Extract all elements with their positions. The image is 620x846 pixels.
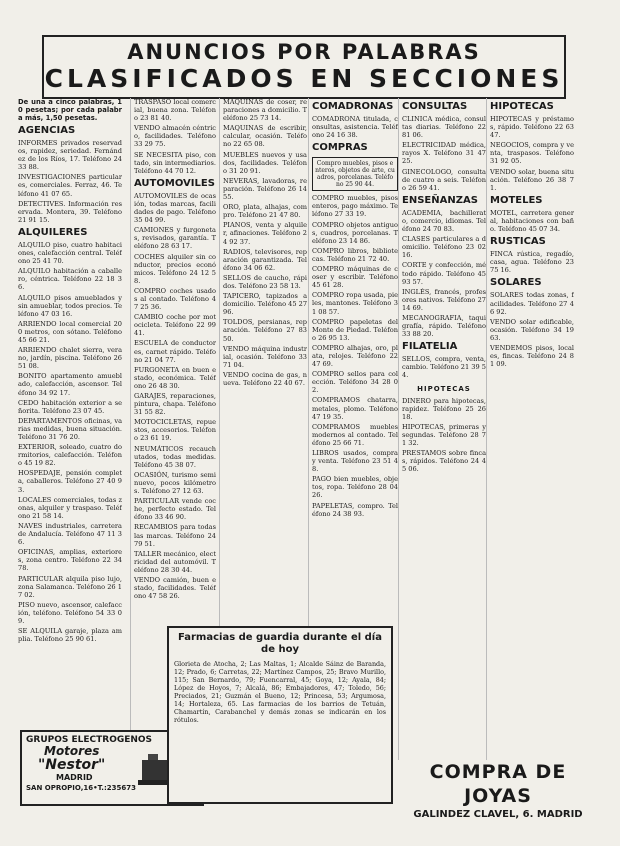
- column-1: [18, 98, 122, 800]
- classified-ad: ACADEMIA, bachillerato, comercio, idiomas. Teléfono 24 70 83.: [402, 208, 486, 234]
- classified-ad: TAPICERO, tapizados a domicilio. Teléfono 45 27 96.: [223, 292, 307, 317]
- classified-ad: HIPOTECAS, primeras y segundas. Teléfono 28 71 32.: [402, 422, 486, 447]
- classified-ad: OCASIÓN, turismo seminuevo, pocos kilómetros. Teléfono 27 12 63.: [134, 470, 216, 496]
- classified-ad: GARAJES, reparaciones, pintura, chapa. Teléfono 31 55 82.: [134, 392, 216, 417]
- classified-ad: ALQUILO piso, cuatro habitaciones, calefacción central. Teléfono 25 41 70.: [18, 240, 122, 266]
- classified-ad: COMPRO coches usados al contado. Teléfono 47 25 36.: [134, 286, 216, 312]
- section-heading: AUTOMOVILES: [134, 177, 215, 189]
- classified-ad: COMPRO sellos para colección. Teléfono 34 28 02.: [312, 370, 398, 395]
- classified-ad: COMPRO muebles, pisos enteros, pago máximo. Teléfono 27 33 19.: [312, 194, 398, 219]
- column-5: [398, 98, 486, 800]
- jewelry-address: GALINDEZ CLAVEL, 6. MADRID: [413, 809, 583, 820]
- section-subheading: HIPOTECAS: [417, 384, 471, 393]
- classified-ad: RECAMBIOS para todas las marcas. Teléfono 24 79 51.: [134, 523, 216, 548]
- classified-ad: HIPOTECAS y préstamos, rápido. Teléfono 22 63 47.: [490, 115, 574, 140]
- classified-ad: PIANOS, venta y alquiler, afinaciones. Teléfono 24 92 37.: [223, 221, 307, 246]
- classified-ad: GINECOLOGO, consulta de cuatro a seis. Teléfono 26 59 41.: [402, 167, 486, 192]
- classified-ad: DEPARTAMENTOS oficinas, varias medidas, buena situación. Teléfono 31 76 20.: [18, 416, 122, 441]
- classified-ad: VENDO almacén céntrico, facilidades. Teléfono 33 29 75.: [134, 124, 216, 149]
- classified-ad: PISO nuevo, ascensor, calefacción, teléfono. Teléfono 54 33 09.: [18, 600, 122, 625]
- grupos-city: MADRID: [56, 773, 93, 782]
- classified-ad: VENDO solar, buena situación. Teléfono 26 38 71.: [490, 167, 574, 192]
- classified-ad: ARRIENDO local comercial 200 metros, con sótano. Teléfono 45 66 21.: [18, 319, 122, 344]
- classified-ad: PRESTAMOS sobre fincas, rápidos. Teléfono 24 45 06.: [402, 449, 486, 474]
- classified-ad: VENDO cocina de gas, nueva. Teléfono 22 40 67.: [223, 370, 307, 387]
- classified-ad: VENDO solar edificable, ocasión. Teléfono 34 19 63.: [490, 317, 574, 342]
- classified-ad: FINCA rústica, regadío, casa, agua. Teléfono 23 75 16.: [490, 250, 574, 275]
- classified-ad: ALQUILO habitación a caballero, céntrica. Teléfono 22 18 36.: [18, 267, 122, 292]
- pharmacies-on-duty-box: [167, 626, 393, 804]
- classified-ad: EXTERIOR, soleado, cuatro dormitorios, calefacción. Teléfono 45 19 82.: [18, 443, 122, 468]
- boxed-advertisement: Compro muebles, pisos enteros, objetos de arte, cuadros, porcelanas. Teléfono 25 90 44.: [312, 157, 398, 191]
- classified-ad: COMPRO objetos antiguos, cuadros, porcelanas. Teléfono 23 14 86.: [312, 220, 398, 245]
- classified-ad: COMADRONA titulada, consultas, asistencia. Teléfono 24 16 38.: [312, 115, 398, 140]
- classified-ad: TRASPASO local comercial, buena zona. Teléfono 23 81 40.: [134, 98, 216, 123]
- classified-ad: ESCUELA de conductores, carnet rápido. Teléfono 21 04 77.: [134, 339, 216, 364]
- pharmacies-list: Glorieta de Atocha, 2; Las Maltas, 1; Alcalde Sáinz de Baranda, 12; Prado, 6; Carretas, 22; Martínez Campos, 25; Bravo Murillo, 115; San Bernardo, 79; Fuencarral, 45; Goya, 12; Ayala, 84; López de Hoyos, 7; Alcalá, 86; Embajadores, 47; Toledo, 56; Preciados, 21; Guzmán el Bueno, 12; Princesa, 53; Argumosa, 14; Hortaleza, 65. Las farmacias de los barrios de Tetuán, Chamartín, Carabanchel y demás zonas se indicarán en los rótulos.: [174, 660, 386, 724]
- classified-ad: MUEBLES nuevos y usados, facilidades. Teléfono 31 20 91.: [223, 150, 307, 175]
- classified-ad: MAQUINAS de escribir, calcular, ocasión. Teléfono 22 65 08.: [223, 124, 307, 149]
- section-heading: SOLARES: [490, 277, 542, 289]
- classified-ad: SOLARES todas zonas, facilidades. Teléfono 27 46 92.: [490, 291, 574, 316]
- classified-ad: NEVERAS, lavadoras, reparación. Teléfono 26 14 55.: [223, 176, 307, 202]
- classified-ad: CLASES particulares a domicilio. Teléfono 23 02 16.: [402, 235, 486, 260]
- classified-ad: OFICINAS, amplias, exteriores, zona centro. Teléfono 22 34 78.: [18, 548, 122, 573]
- section-heading: ALQUILERES: [18, 226, 88, 238]
- classified-ad: CLINICA médica, consultas diarias. Teléfono 22 81 06.: [402, 115, 486, 140]
- classified-ad: CAMIONES y furgonetas, revisados, garantía. Teléfono 28 63 17.: [134, 226, 216, 251]
- classified-ad: PAPELETAS, compro. Teléfono 24 38 93.: [312, 501, 398, 518]
- pharmacies-title: Farmacias de guardia durante el día de hoy: [178, 632, 382, 655]
- grupos-title: GRUPOS ELECTROGENOS: [26, 735, 153, 745]
- column-6: [486, 98, 574, 800]
- classified-ad: NEUMÁTICOS recauchutados, todas medidas. Teléfono 45 38 07.: [134, 444, 216, 469]
- classified-ad: COMPRO ropa usada, pieles, mantones. Teléfono 31 08 57.: [312, 291, 398, 316]
- classified-ad: HOSPEDAJE, pensión completa, caballeros. Teléfono 27 40 93.: [18, 469, 122, 494]
- classified-ad: CEDO habitación exterior a señorita. Teléfono 23 07 45.: [18, 398, 122, 415]
- classified-ad: CORTE y confección, método rápido. Teléfono 45 93 57.: [402, 261, 486, 286]
- section-heading: HIPOTECAS: [490, 101, 554, 112]
- classified-ad: FURGONETA en buen estado, económica. Teléfono 26 48 30.: [134, 365, 216, 390]
- classified-ad: COMPRO papeletas del Monte de Piedad. Teléfono 26 95 13.: [312, 317, 398, 342]
- section-heading: COMPRAS: [312, 142, 368, 154]
- classified-ad: COMPRO alhajas, oro, plata, relojes. Teléfono 22 47 69.: [312, 343, 398, 369]
- classified-ad: PARTICULAR alquila piso lujo, zona Salamanca. Teléfono 26 17 02.: [18, 574, 122, 599]
- classified-ad: ALQUILO pisos amueblados y sin amueblar, todos precios. Teléfono 47 03 16.: [18, 293, 122, 318]
- banner-line-1: ANUNCIOS POR PALABRAS: [127, 40, 481, 64]
- classified-ad: VENDEMOS pisos, locales, fincas. Teléfono 24 81 09.: [490, 343, 574, 369]
- classified-ad: SE ALQUILA garaje, plaza amplia. Teléfono 25 90 61.: [18, 627, 122, 644]
- jewelry-title: COMPRA DE JOYAS: [429, 761, 567, 807]
- classified-ad: INVESTIGACIONES particulares, comerciales. Ferraz, 46. Teléfono 41 07 65.: [18, 173, 122, 198]
- grupos-brand: "Nestor": [38, 757, 106, 773]
- classified-ad: MOTOCICLETAS, repuestos, accesorios. Teléfono 23 61 19.: [134, 418, 216, 443]
- classified-ad: COMPRO libros, bibliotecas. Teléfono 21 72 40.: [312, 246, 398, 263]
- classified-ad: PAGO bien muebles, objetos, ropa. Teléfono 28 04 26.: [312, 475, 398, 500]
- grupos-address: SAN OPROPIO,16•T.:235673: [26, 784, 136, 792]
- section-heading: AGENCIAS: [18, 125, 76, 136]
- banner-line-2: CLASIFICADOS EN SECCIONES: [44, 64, 564, 93]
- classified-ad: BONITO apartamento amueblado, calefacción, ascensor. Teléfono 34 92 17.: [18, 372, 122, 397]
- classified-ad: INFORMES privados reservados, rapidez, seriedad. Fernández de los Ríos, 17. Teléfono 24 33 88.: [18, 139, 122, 172]
- classified-ad: MECANOGRAFIA, taquigrafía, rápido. Teléfono 33 88 20.: [402, 313, 486, 339]
- classified-ad: PARTICULAR vende coche, perfecto estado. Teléfono 33 46 90.: [134, 497, 216, 522]
- classified-ad: ELECTRICIDAD médica, rayos X. Teléfono 31 47 25.: [402, 141, 486, 166]
- section-heading: CONSULTAS: [402, 101, 468, 112]
- classified-ad: LIBROS usados, compra y venta. Teléfono 23 51 48.: [312, 449, 398, 474]
- section-heading: ENSEÑANZAS: [402, 194, 478, 206]
- classified-ad: ARRIENDO chalet sierra, verano, jardín, piscina. Teléfono 26 51 08.: [18, 346, 122, 371]
- classifieds-banner: [42, 35, 566, 99]
- classified-ad: MOTEL, carretera general, habitaciones con baño. Teléfono 45 07 34.: [490, 208, 574, 234]
- classified-ad: AUTOMOVILES de ocasión, todas marcas, facilidades de pago. Teléfono 35 04 99.: [134, 191, 216, 225]
- classified-ad: MAQUINAS de coser, reparaciones a domicilio. Teléfono 25 73 14.: [223, 98, 307, 123]
- classified-ad: RADIOS, televisores, reparación garantizada. Teléfono 34 06 62.: [223, 247, 307, 272]
- classified-ad: COMPRO máquinas de coser y escribir. Teléfono 45 61 28.: [312, 265, 398, 290]
- grupos-motores: Motores: [44, 744, 100, 758]
- classified-ad: SELLOS, compra, venta, cambio. Teléfono 21 39 54.: [402, 355, 486, 380]
- classified-ad: DINERO para hipotecas, rapidez. Teléfono 25 26 18.: [402, 396, 486, 421]
- classified-ad: NEGOCIOS, compra y venta, traspasos. Teléfono 31 92 05.: [490, 141, 574, 166]
- section-heading: COMADRONAS: [312, 101, 394, 112]
- section-heading: MOTELES: [490, 194, 543, 206]
- classified-ad: ORO, plata, alhajas, compro. Teléfono 21 47 80.: [223, 203, 307, 220]
- classified-ad: VENDO camión, buen estado, facilidades. Teléfono 47 58 26.: [134, 575, 216, 601]
- classified-ad: DETECTIVES. Información reservada. Montera, 39. Teléfono 21 91 15.: [18, 199, 122, 224]
- classified-ad: COMPRAMOS chatarra, metales, plomo. Teléfono 47 19 35.: [312, 396, 398, 421]
- classified-ad: VENDO máquina industrial, ocasión. Teléfono 33 71 04.: [223, 344, 307, 369]
- classified-ad: LOCALES comerciales, todas zonas, alquiler y traspaso. Teléfono 21 58 14.: [18, 495, 122, 520]
- classified-ad: TOLDOS, persianas, reparación. Teléfono 27 83 50.: [223, 318, 307, 343]
- classified-ad: SELLOS de caucho, rápidos. Teléfono 23 58 13.: [223, 273, 307, 290]
- classified-ad: NAVES industriales, carretera de Andalucía. Teléfono 47 11 36.: [18, 521, 122, 547]
- section-heading: RUSTICAS: [490, 236, 546, 248]
- classified-ad: TALLER mecánico, electricidad del automóvil. Teléfono 28 30 44.: [134, 549, 216, 574]
- classified-ad: CAMBIO coche por motocicleta. Teléfono 22 99 41.: [134, 313, 216, 338]
- rates-intro: De una a cinco palabras, 10 pesetas; por cada palabra más, 1,50 pesetas.: [18, 98, 122, 122]
- classified-ad: INGLÉS, francés, profesores nativos. Teléfono 27 14 69.: [402, 287, 486, 312]
- classified-ad: COMPRAMOS muebles modernos al contado. Teléfono 25 66 71.: [312, 422, 398, 447]
- classified-ad: SE NECESITA piso, contado, sin intermediarios. Teléfono 44 70 12.: [134, 150, 216, 175]
- section-heading: FILATELIA: [402, 341, 458, 353]
- jewelry-advertisement: [398, 760, 598, 820]
- classified-ad: COCHES alquiler sin conductor, precios económicos. Teléfono 24 12 58.: [134, 252, 216, 285]
